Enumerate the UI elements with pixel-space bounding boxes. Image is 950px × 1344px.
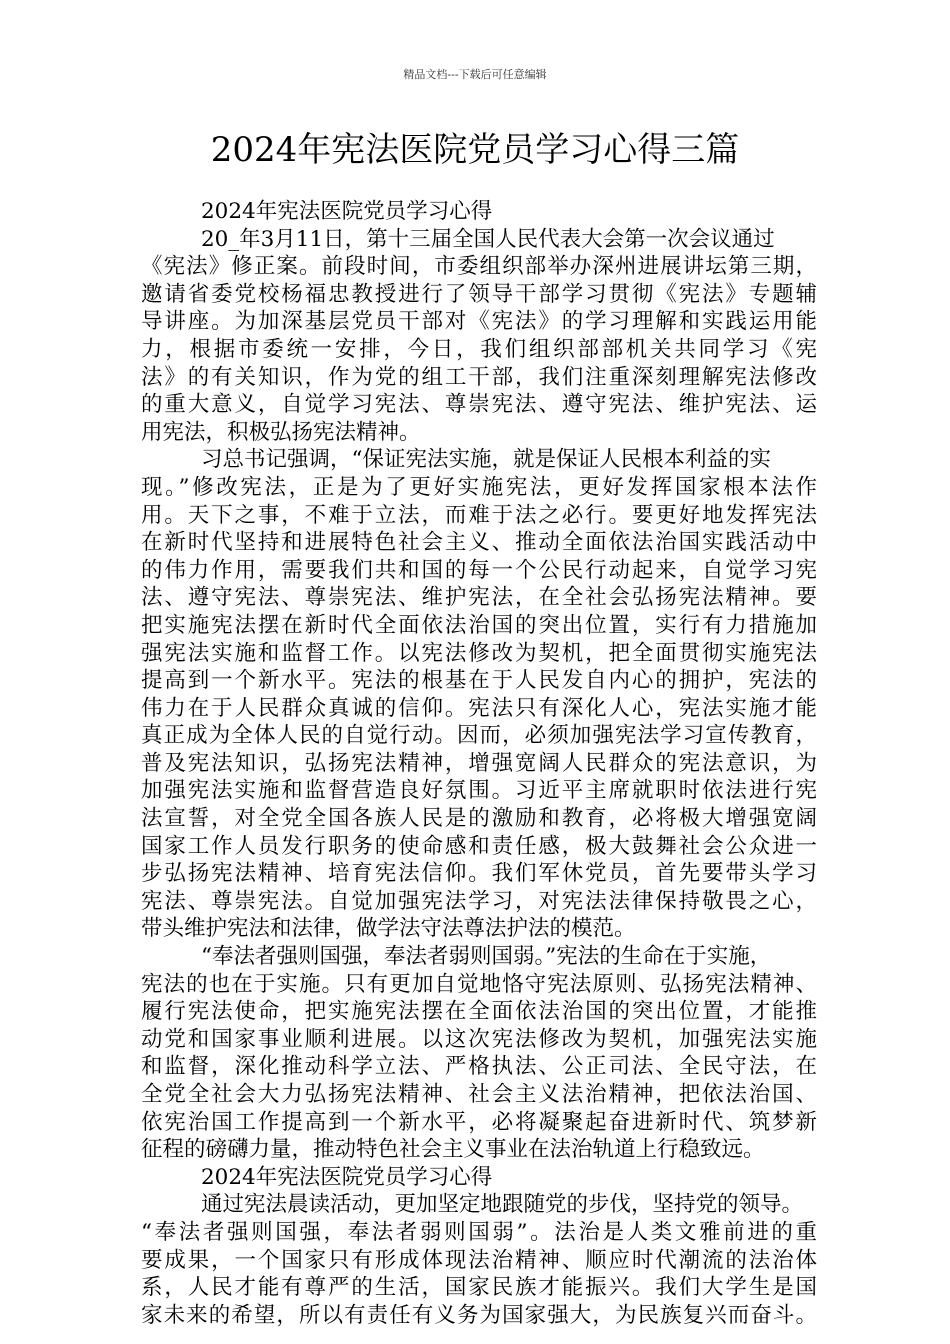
text-line: 系，人民才能有尊严的生活，国家民族才能振兴。我们大学生是国 bbox=[141, 1275, 817, 1301]
text-line: 习总书记强调，“保证宪法实施，就是保证人民根本利益的实 bbox=[201, 447, 771, 473]
text-line: 提高到一个新水平。宪法的根基在于人民发自内心的拥护，宪法的 bbox=[141, 668, 817, 694]
document-body bbox=[141, 198, 817, 1329]
text-line: “奉法者强则国强，奉法者弱则国弱。”宪法的生命在于实施， bbox=[201, 944, 772, 970]
text-line: 伟力在于人民群众真诚的信仰。宪法只有深化人心，宪法实施才能 bbox=[141, 695, 817, 721]
text-line: 宪法的也在于实施。只有更加自觉地恪守宪法原则、弘扬宪法精神、 bbox=[141, 971, 817, 997]
text-line: 邀请省委党校杨福忠教授进行了领导干部学习贯彻《宪法》专题辅 bbox=[141, 281, 817, 307]
text-line: 在新时代坚持和进展特色社会主义、推动全面依法治国实践活动中 bbox=[141, 530, 817, 556]
text-line: 的伟力作用，需要我们共和国的每一个公民行动起来，自觉学习宪 bbox=[141, 557, 817, 583]
text-line: 把实施宪法摆在新时代全面依法治国的突出位置，实行有力措施加 bbox=[141, 612, 817, 638]
text-line: 《宪法》修正案。前段时间，市委组织部举办深州进展讲坛第三期， bbox=[141, 254, 817, 280]
text-line: 国家工作人员发行职务的使命感和责任感，极大鼓舞社会公众进一 bbox=[141, 833, 817, 859]
text-line: 步弘扬宪法精神、培育宪法信仰。我们军休党员，首先要带头学习 bbox=[141, 861, 817, 887]
text-line: 真正成为全体人民的自觉行动。因而，必须加强宪法学习宣传教育， bbox=[141, 723, 817, 749]
text-line: 家未来的希望，所以有责任有义务为国家强大，为民族复兴而奋斗。 bbox=[141, 1302, 817, 1328]
text-line: 履行宪法使命，把实施宪法摆在全面依法治国的突出位置，才能推 bbox=[141, 999, 817, 1025]
section-heading: 2024年宪法医院党员学习心得 bbox=[201, 1164, 493, 1190]
text-line: 通过宪法晨读活动，更加坚定地跟随党的步伐，坚持党的领导。 bbox=[201, 1192, 804, 1218]
text-line: 普及宪法知识，弘扬宪法精神，增强宽阔人民群众的宪法意识，为 bbox=[141, 750, 817, 776]
text-line: 和监督，深化推动科学立法、严格执法、公正司法、全民守法，在 bbox=[141, 1054, 817, 1080]
text-line: 强宪法实施和监督工作。以宪法修改为契机，把全面贯彻实施宪法 bbox=[141, 640, 817, 666]
section-heading: 2024年宪法医院党员学习心得 bbox=[201, 199, 493, 224]
text-line: 20_年3月11日，第十三届全国人民代表大会第一次会议通过 bbox=[201, 226, 775, 252]
text-line: 法》的有关知识，作为党的组工干部，我们注重深刻理解宪法修改 bbox=[141, 364, 817, 390]
text-line: 全党全社会大力弘扬宪法精神、社会主义法治精神，把依法治国、 bbox=[141, 1082, 817, 1107]
text-line: 要成果，一个国家只有形成体现法治精神、顺应时代潮流的法治体 bbox=[141, 1247, 817, 1273]
text-line: 带头维护宪法和法律，做学法守法尊法护法的模范。 bbox=[141, 916, 636, 942]
text-line: 的重大意义，自觉学习宪法、尊崇宪法、遵守宪法、维护宪法、运 bbox=[141, 392, 817, 418]
text-line: 法宣誓，对全党全国各族人民是的激励和教育，必将极大增强宽阔 bbox=[141, 806, 817, 832]
text-line: 依宪治国工作提高到一个新水平，必将凝聚起奋进新时代、筑梦新 bbox=[141, 1109, 817, 1135]
text-line: 力，根据市委统一安排，今日，我们组织部部机关共同学习《宪 bbox=[141, 336, 817, 362]
text-line: 法、遵守宪法、尊崇宪法、维护宪法，在全社会弘扬宪法精神。要 bbox=[141, 585, 817, 611]
text-line: 导讲座。为加深基层党员干部对《宪法》的学习理解和实践运用能 bbox=[141, 309, 817, 335]
text-line: 征程的磅礴力量，推动特色社会主义事业在法治轨道上行稳致远。 bbox=[141, 1137, 765, 1163]
page-header-note: 精品文档---下载后可任意编辑 bbox=[403, 68, 547, 81]
text-line: 动党和国家事业顺利进展。以这次宪法修改为契机，加强宪法实施 bbox=[141, 1026, 817, 1052]
text-line: 宪法、尊崇宪法。自觉加强宪法学习，对宪法法律保持敬畏之心， bbox=[141, 888, 817, 914]
text-line: 加强宪法实施和监督营造良好氛围。习近平主席就职时依法进行宪 bbox=[141, 778, 817, 804]
text-line: 现。”修改宪法，正是为了更好实施宪法，更好发挥国家根本法作 bbox=[141, 474, 817, 500]
document-title: 2024年宪法医院党员学习心得三篇 bbox=[210, 130, 740, 170]
text-line: 用宪法，积极弘扬宪法精神。 bbox=[141, 419, 421, 445]
text-line: “奉法者强则国强，奉法者弱则国弱”。法治是人类文雅前进的重 bbox=[141, 1219, 817, 1245]
text-line: 用。天下之事，不难于立法，而难于法之必行。要更好地发挥宪法 bbox=[141, 502, 817, 528]
